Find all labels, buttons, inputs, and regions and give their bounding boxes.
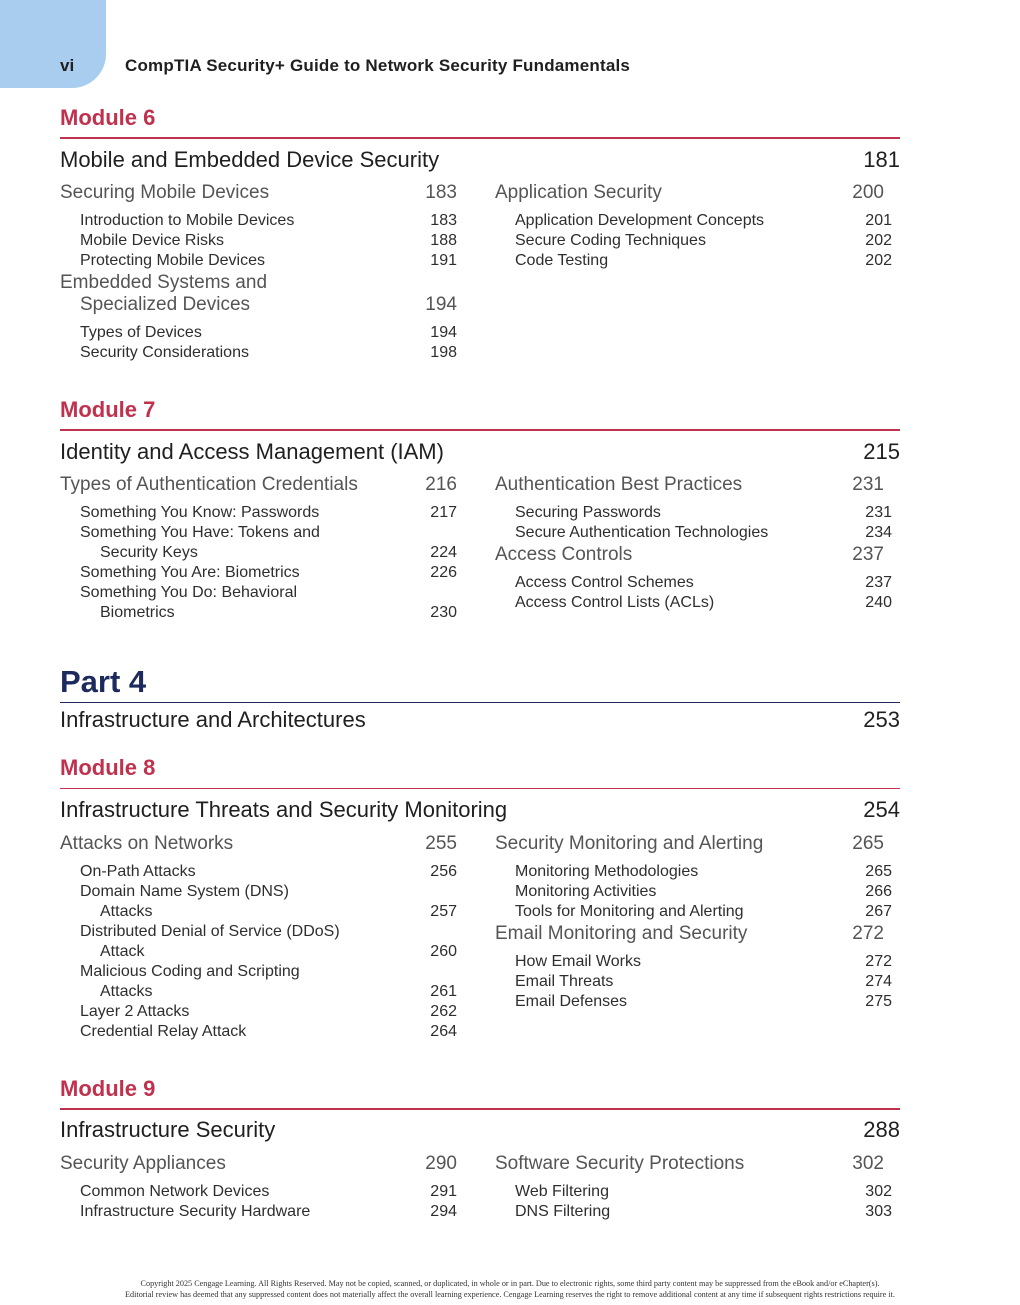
topic-page: 202 <box>865 232 892 249</box>
part-4-rule <box>60 702 900 703</box>
topic-title: How Email Works <box>515 953 641 970</box>
toc-topic[interactable] <box>495 594 892 614</box>
toc-section[interactable] <box>495 474 892 504</box>
topic-page: 191 <box>430 252 457 269</box>
section-title-line-2: Specialized Devices <box>80 294 251 315</box>
toc-topic[interactable] <box>495 524 892 544</box>
toc-topic[interactable] <box>495 574 892 594</box>
topic-title: Application Development Concepts <box>515 212 765 229</box>
copyright-line-2: Editorial review has deemed that any suppressed content does not materially affect the overall learning experience. Cengage Learning reserves the right to remove additional content at any time if subsequent rights restrictions require it. <box>125 1290 895 1299</box>
topic-page: 230 <box>430 604 457 621</box>
module-9-left-column <box>60 1153 457 1223</box>
section-page: 290 <box>425 1153 457 1174</box>
module-9-title: Infrastructure Security <box>60 1117 276 1142</box>
topic-title-line-1: Distributed Denial of Service (DDoS) <box>80 923 340 940</box>
section-title: Authentication Best Practices <box>495 474 743 495</box>
toc-section[interactable] <box>60 182 457 212</box>
module-6-left-column <box>60 182 457 364</box>
topic-page: 240 <box>865 594 892 611</box>
section-title: Access Controls <box>495 544 633 565</box>
toc-section[interactable] <box>60 833 457 863</box>
section-title: Email Monitoring and Security <box>495 923 748 944</box>
part-4-page: 253 <box>863 707 900 732</box>
topic-page: 302 <box>865 1183 892 1200</box>
module-7-right-column <box>495 474 892 614</box>
toc-topic[interactable] <box>60 584 457 624</box>
toc-topic[interactable] <box>495 883 892 903</box>
module-7-title: Identity and Access Management (IAM) <box>60 439 444 464</box>
section-page: 302 <box>852 1153 884 1174</box>
topic-page: 226 <box>430 564 457 581</box>
module-8-title: Infrastructure Threats and Security Monitoring <box>60 797 508 822</box>
topic-title-line-1: Domain Name System (DNS) <box>80 883 289 900</box>
module-8-right-column <box>495 833 892 1013</box>
topic-title: Protecting Mobile Devices <box>80 252 265 269</box>
toc-section[interactable] <box>495 923 892 953</box>
topic-title: Common Network Devices <box>80 1183 270 1200</box>
toc-topic[interactable] <box>60 963 457 1003</box>
topic-page: 231 <box>865 504 892 521</box>
module-9-label: Module 9 <box>60 1076 156 1101</box>
topic-title-line-2: Attacks <box>100 983 153 1000</box>
toc-topic[interactable] <box>60 863 457 883</box>
toc-topic[interactable] <box>495 973 892 993</box>
toc-topic[interactable] <box>60 504 457 524</box>
toc-topic[interactable] <box>495 953 892 973</box>
topic-page: 275 <box>865 993 892 1010</box>
topic-page: 217 <box>430 504 457 521</box>
topic-page: 198 <box>430 344 457 361</box>
running-head: CompTIA Security+ Guide to Network Security Fundamentals <box>125 56 631 75</box>
topic-title-line-1: Malicious Coding and Scripting <box>80 963 300 980</box>
topic-page: 224 <box>430 544 457 561</box>
module-6-right-column <box>495 182 892 272</box>
module-8-label: Module 8 <box>60 755 156 780</box>
toc-section[interactable] <box>60 1153 457 1183</box>
toc-topic[interactable] <box>60 883 457 923</box>
toc-topic[interactable] <box>495 1183 892 1203</box>
topic-page: 257 <box>430 903 457 920</box>
topic-page: 272 <box>865 953 892 970</box>
toc-topic[interactable] <box>495 252 892 272</box>
section-title: Security Appliances <box>60 1153 226 1174</box>
toc-topic[interactable] <box>495 232 892 252</box>
topic-title: Web Filtering <box>515 1183 609 1200</box>
module-8-rule <box>60 788 900 789</box>
topic-page: 261 <box>430 983 457 1000</box>
module-6-title: Mobile and Embedded Device Security <box>60 147 440 172</box>
toc-section[interactable] <box>60 272 457 320</box>
topic-title-line-2: Security Keys <box>100 544 198 561</box>
topic-page: 194 <box>430 324 457 341</box>
section-page: 255 <box>425 833 457 854</box>
topic-title: Code Testing <box>515 252 609 269</box>
topic-title: Secure Authentication Technologies <box>515 524 769 541</box>
toc-topic[interactable] <box>60 232 457 252</box>
topic-page: 262 <box>430 1003 457 1020</box>
topic-title-line-2: Attack <box>100 943 145 960</box>
toc-section[interactable] <box>60 474 457 504</box>
topic-page: 256 <box>430 863 457 880</box>
section-page: 183 <box>425 182 457 203</box>
topic-title: Monitoring Methodologies <box>515 863 699 880</box>
toc-topic[interactable] <box>60 923 457 963</box>
topic-title: Access Control Schemes <box>515 574 694 591</box>
topic-title: Secure Coding Techniques <box>515 232 706 249</box>
topic-title: Email Defenses <box>515 993 628 1010</box>
section-page: 237 <box>852 544 884 565</box>
topic-title: DNS Filtering <box>515 1203 611 1220</box>
section-title: Software Security Protections <box>495 1153 745 1174</box>
module-7-rule <box>60 429 900 431</box>
toc-topic[interactable] <box>60 1023 457 1043</box>
toc-topic[interactable] <box>60 252 457 272</box>
topic-page: 260 <box>430 943 457 960</box>
topic-page: 303 <box>865 1203 892 1220</box>
topic-page: 267 <box>865 903 892 920</box>
toc-section[interactable] <box>495 833 892 863</box>
section-title: Types of Authentication Credentials <box>60 474 358 495</box>
module-7-label: Module 7 <box>60 397 156 422</box>
topic-title: Securing Passwords <box>515 504 661 521</box>
module-9-rule <box>60 1108 900 1110</box>
module-6-label: Module 6 <box>60 105 156 130</box>
toc-topic[interactable] <box>495 1203 892 1223</box>
topic-title-line-1: Something You Have: Tokens and <box>80 524 320 541</box>
module-6-page: 181 <box>863 147 900 172</box>
topic-title: Mobile Device Risks <box>80 232 225 249</box>
topic-title: Layer 2 Attacks <box>80 1003 190 1020</box>
page-number: vi <box>60 56 75 75</box>
module-9-right-column <box>495 1153 892 1223</box>
topic-page: 291 <box>430 1183 457 1200</box>
section-title-line-1: Embedded Systems and <box>60 272 268 293</box>
topic-title: Access Control Lists (ACLs) <box>515 594 715 611</box>
module-8-left-column <box>60 833 457 1043</box>
toc-topic[interactable] <box>495 212 892 232</box>
topic-title: Email Threats <box>515 973 614 990</box>
section-title: Attacks on Networks <box>60 833 234 854</box>
section-title: Securing Mobile Devices <box>60 182 270 203</box>
section-page: 200 <box>852 182 884 203</box>
module-6-rule <box>60 137 900 139</box>
toc-topic[interactable] <box>60 1003 457 1023</box>
toc-topic[interactable] <box>60 1203 457 1223</box>
section-title: Security Monitoring and Alerting <box>495 833 764 854</box>
topic-title: On-Path Attacks <box>80 863 196 880</box>
toc-topic[interactable] <box>60 212 457 232</box>
corner-tab <box>0 0 106 88</box>
toc-topic[interactable] <box>495 504 892 524</box>
section-page: 216 <box>425 474 457 495</box>
topic-page: 202 <box>865 252 892 269</box>
section-title: Application Security <box>495 182 662 203</box>
topic-title: Monitoring Activities <box>515 883 657 900</box>
toc-section[interactable] <box>495 182 892 212</box>
topic-page: 264 <box>430 1023 457 1040</box>
toc-topic[interactable] <box>60 1183 457 1203</box>
topic-page: 237 <box>865 574 892 591</box>
topic-title: Something You Know: Passwords <box>80 504 320 521</box>
toc-topic[interactable] <box>495 903 892 923</box>
toc-topic[interactable] <box>495 993 892 1013</box>
copyright-line-1: Copyright 2025 Cengage Learning. All Rights Reserved. May not be copied, scanned, or duplicated, in whole or in part. Due to electronic rights, some third party content may be suppressed from the eBook and/or eChapter(s). <box>140 1279 880 1288</box>
topic-page: 234 <box>865 524 892 541</box>
copyright-notice <box>0 1278 1020 1300</box>
topic-title-line-2: Attacks <box>100 903 153 920</box>
toc-topic[interactable] <box>60 324 457 344</box>
topic-title: Infrastructure Security Hardware <box>80 1203 311 1220</box>
topic-page: 201 <box>865 212 892 229</box>
topic-title-line-2: Biometrics <box>100 604 175 621</box>
topic-title: Security Considerations <box>80 344 249 361</box>
topic-page: 266 <box>865 883 892 900</box>
topic-title: Credential Relay Attack <box>80 1023 247 1040</box>
topic-page: 265 <box>865 863 892 880</box>
topic-page: 183 <box>430 212 457 229</box>
topic-title: Tools for Monitoring and Alerting <box>515 903 744 920</box>
module-7-page: 215 <box>863 439 900 464</box>
section-page: 272 <box>852 923 884 944</box>
toc-topic[interactable] <box>60 564 457 584</box>
topic-title: Introduction to Mobile Devices <box>80 212 295 229</box>
topic-page: 274 <box>865 973 892 990</box>
section-page: 265 <box>852 833 884 854</box>
toc-topic[interactable] <box>60 524 457 564</box>
topic-page: 188 <box>430 232 457 249</box>
topic-page: 294 <box>430 1203 457 1220</box>
section-page: 231 <box>852 474 884 495</box>
part-4-title: Infrastructure and Architectures <box>60 707 366 732</box>
part-4-label: Part 4 <box>60 664 147 699</box>
toc-section[interactable] <box>495 1153 892 1183</box>
topic-title: Something You Are: Biometrics <box>80 564 300 581</box>
section-page: 194 <box>425 294 457 315</box>
toc-section[interactable] <box>495 544 892 574</box>
topic-title: Types of Devices <box>80 324 202 341</box>
topic-title-line-1: Something You Do: Behavioral <box>80 584 298 601</box>
module-7-left-column <box>60 474 457 624</box>
toc-topic[interactable] <box>495 863 892 883</box>
toc-topic[interactable] <box>60 344 457 364</box>
module-8-page: 254 <box>863 797 900 822</box>
module-9-page: 288 <box>863 1117 900 1142</box>
